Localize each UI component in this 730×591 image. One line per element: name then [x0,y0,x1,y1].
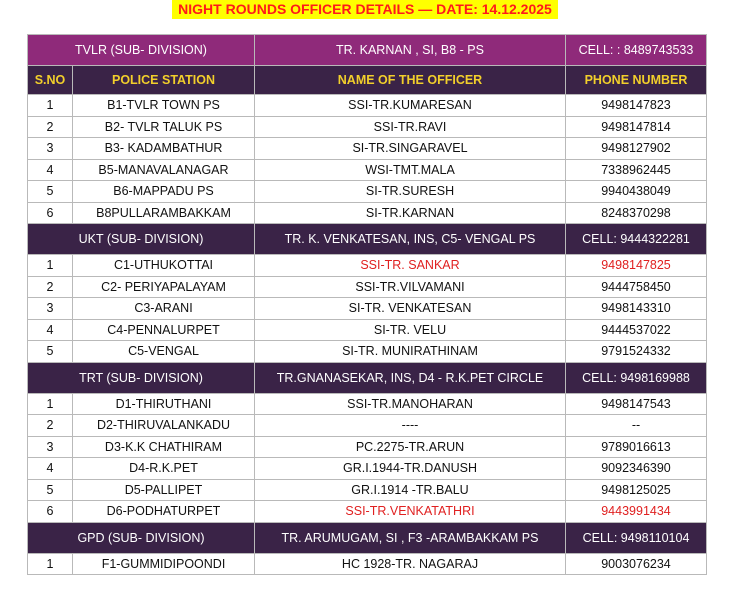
division-row [28,522,707,553]
officer-name: WSI-TMT.MALA [255,159,566,181]
police-station: D2-THIRUVALANKADU [73,415,255,437]
officer-name: SI-TR.SINGARAVEL [255,138,566,160]
officer-name: PC.2275-TR.ARUN [255,436,566,458]
division-row [28,35,707,66]
serial-number: 1 [28,255,73,277]
police-station: D3-K.K CHATHIRAM [73,436,255,458]
table-row [28,181,707,203]
phone-number: 9443991434 [566,501,707,523]
officer-name: SSI-TR.MANOHARAN [255,393,566,415]
serial-number: 5 [28,181,73,203]
division-officer: TR. ARUMUGAM, SI , F3 -ARAMBAKKAM PS [255,522,566,553]
officer-name: SI-TR. MUNIRATHINAM [255,341,566,363]
night-rounds-table [27,34,707,575]
officer-name: SSI-TR.VILVAMANI [255,276,566,298]
officer-name: SSI-TR.VENKATATHRI [255,501,566,523]
serial-number: 2 [28,415,73,437]
table-row [28,276,707,298]
column-header-row [28,66,707,95]
title-text: NIGHT ROUNDS OFFICER DETAILS — DATE: 14.12.2025 [172,0,558,19]
officer-name: GR.I.1944-TR.DANUSH [255,458,566,480]
serial-number: 5 [28,479,73,501]
officer-name: SSI-TR.KUMARESAN [255,95,566,117]
table-row [28,116,707,138]
phone-number: 9092346390 [566,458,707,480]
officer-name: SI-TR.SURESH [255,181,566,203]
phone-number: 7338962445 [566,159,707,181]
serial-number: 4 [28,458,73,480]
division-row [28,362,707,393]
division-cell: CELL: 9498169988 [566,362,707,393]
police-station: C2- PERIYAPALAYAM [73,276,255,298]
serial-number: 1 [28,95,73,117]
table-row [28,95,707,117]
serial-number: 3 [28,298,73,320]
table-row [28,415,707,437]
officer-name: HC 1928-TR. NAGARAJ [255,553,566,575]
division-cell: CELL: 9498110104 [566,522,707,553]
phone-number: 9498147814 [566,116,707,138]
division-cell: CELL: : 8489743533 [566,35,707,66]
table-body [28,35,707,575]
police-station: B5-MANAVALANAGAR [73,159,255,181]
officer-name: ---- [255,415,566,437]
serial-number: 2 [28,276,73,298]
phone-number: 9444537022 [566,319,707,341]
division-cell: CELL: 9444322281 [566,224,707,255]
serial-number: 5 [28,341,73,363]
police-station: C4-PENNALURPET [73,319,255,341]
serial-number: 1 [28,393,73,415]
police-station: B6-MAPPADU PS [73,181,255,203]
phone-number: 9498147823 [566,95,707,117]
table-row [28,458,707,480]
police-station: C3-ARANI [73,298,255,320]
phone-number: 9789016613 [566,436,707,458]
police-station: D6-PODHATURPET [73,501,255,523]
table-row [28,393,707,415]
division-officer: TR. KARNAN , SI, B8 - PS [255,35,566,66]
phone-number: 9940438049 [566,181,707,203]
table-row [28,202,707,224]
table-row [28,255,707,277]
police-station: D1-THIRUTHANI [73,393,255,415]
division-name: TRT (SUB- DIVISION) [28,362,255,393]
table-row [28,298,707,320]
phone-number: 9498127902 [566,138,707,160]
phone-number: 9444758450 [566,276,707,298]
table-row [28,436,707,458]
table-row [28,553,707,575]
division-officer: TR. K. VENKATESAN, INS, C5- VENGAL PS [255,224,566,255]
officer-name: SSI-TR.RAVI [255,116,566,138]
phone-number: 9498143310 [566,298,707,320]
table-row [28,501,707,523]
police-station: D5-PALLIPET [73,479,255,501]
table-row [28,159,707,181]
police-station: C5-VENGAL [73,341,255,363]
division-name: UKT (SUB- DIVISION) [28,224,255,255]
serial-number: 6 [28,202,73,224]
officer-name: SI-TR.KARNAN [255,202,566,224]
officer-name: SI-TR. VELU [255,319,566,341]
table-row [28,341,707,363]
serial-number: 2 [28,116,73,138]
phone-number: 9003076234 [566,553,707,575]
phone-number: 8248370298 [566,202,707,224]
division-name: TVLR (SUB- DIVISION) [28,35,255,66]
police-station: B2- TVLR TALUK PS [73,116,255,138]
serial-number: 3 [28,436,73,458]
sno-header: S.NO [28,66,73,95]
table-row [28,138,707,160]
phone-number: -- [566,415,707,437]
serial-number: 6 [28,501,73,523]
police-station: B3- KADAMBATHUR [73,138,255,160]
division-row [28,224,707,255]
officer-name: GR.I.1914 -TR.BALU [255,479,566,501]
division-name: GPD (SUB- DIVISION) [28,522,255,553]
police-station: C1-UTHUKOTTAI [73,255,255,277]
police-station: B1-TVLR TOWN PS [73,95,255,117]
serial-number: 3 [28,138,73,160]
phone-header: PHONE NUMBER [566,66,707,95]
officer-header: NAME OF THE OFFICER [255,66,566,95]
phone-number: 9498147825 [566,255,707,277]
division-officer: TR.GNANASEKAR, INS, D4 - R.K.PET CIRCLE [255,362,566,393]
serial-number: 1 [28,553,73,575]
serial-number: 4 [28,319,73,341]
station-header: POLICE STATION [73,66,255,95]
table-row [28,319,707,341]
officer-name: SSI-TR. SANKAR [255,255,566,277]
police-station: B8PULLARAMBAKKAM [73,202,255,224]
table-row [28,479,707,501]
phone-number: 9498125025 [566,479,707,501]
phone-number: 9791524332 [566,341,707,363]
phone-number: 9498147543 [566,393,707,415]
police-station: F1-GUMMIDIPOONDI [73,553,255,575]
page-title [0,0,730,22]
officer-name: SI-TR. VENKATESAN [255,298,566,320]
police-station: D4-R.K.PET [73,458,255,480]
serial-number: 4 [28,159,73,181]
